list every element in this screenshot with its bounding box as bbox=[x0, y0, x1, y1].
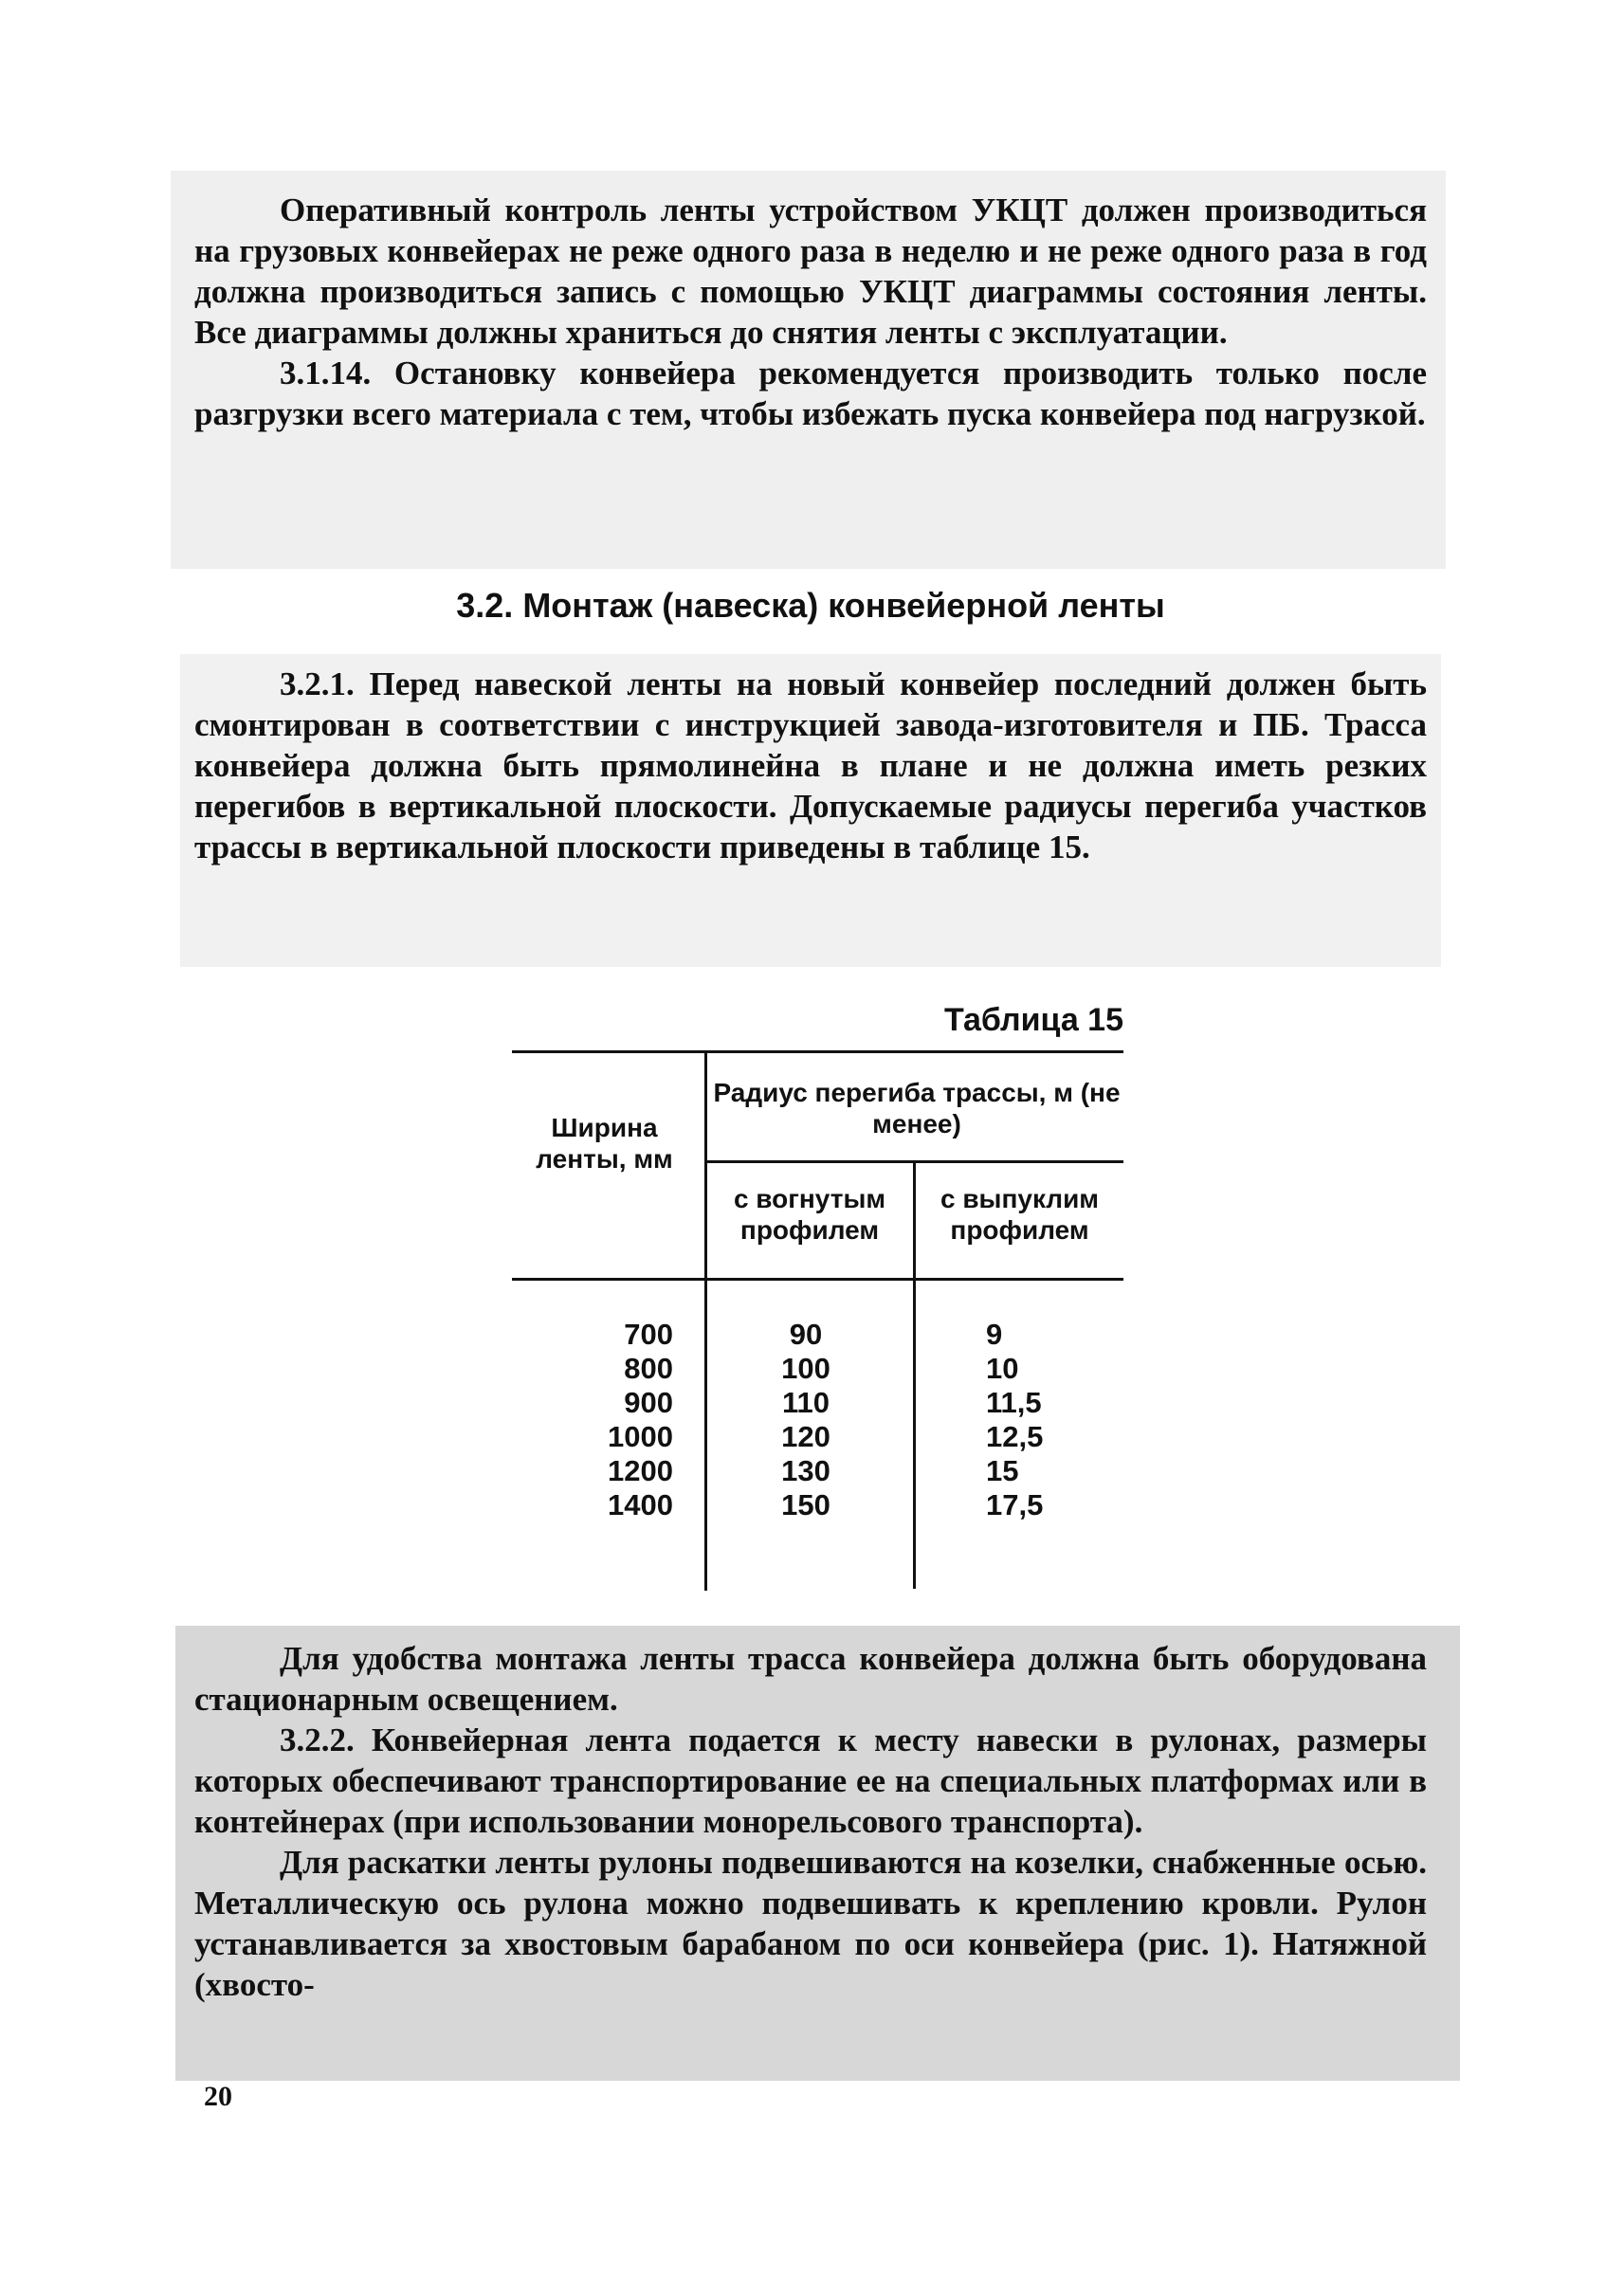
table-cell: 120 bbox=[781, 1420, 830, 1453]
table-cell: 9 bbox=[986, 1318, 1003, 1351]
table-cell: 15 bbox=[986, 1454, 1019, 1487]
table-cell: 1000 bbox=[608, 1420, 673, 1453]
text-block-top bbox=[194, 190, 1427, 434]
table-group-rule bbox=[704, 1160, 1123, 1163]
table-cell: 10 bbox=[986, 1352, 1019, 1385]
table-cell: 900 bbox=[624, 1386, 673, 1419]
table-cell: 1200 bbox=[608, 1454, 673, 1487]
column-concave bbox=[758, 1318, 853, 1522]
column-widths bbox=[559, 1318, 673, 1522]
col-concave-header: с вогнутым профилем bbox=[733, 1184, 886, 1245]
table-cell: 1400 bbox=[608, 1488, 673, 1521]
table-vertical-rule-1 bbox=[704, 1050, 707, 1591]
paragraph: Оперативный контроль ленты устройством УКЦТ должен производиться на грузовых конвейерах не реже одного раза в неделю и не реже одного раза в год должна производиться запись с помощью УКЦТ диаграммы состояния ленты. Все диаграммы должны храниться до снятия ленты с эксплуатации. bbox=[194, 191, 1427, 351]
table-cell: 12,5 bbox=[986, 1420, 1044, 1453]
table-cell: 150 bbox=[781, 1488, 830, 1521]
table-cell: 800 bbox=[624, 1352, 673, 1385]
col-width-header: Ширина ленты, мм bbox=[536, 1113, 673, 1174]
group-radius-header: Радиус перегиба трассы, м (не менее) bbox=[713, 1078, 1121, 1138]
table-top-rule bbox=[512, 1050, 1123, 1053]
paragraph: 3.2.2. Конвейерная лента подается к месту навески в рулонах, размеры которых обеспечивают транспортирование ее на специальных платформах или в контейнерах (при использовании монорельсового транспорта). bbox=[194, 1721, 1427, 1840]
section-heading: 3.2. Монтаж (навеска) конвейерной ленты bbox=[456, 586, 1165, 625]
table-caption: Таблица 15 bbox=[944, 1002, 1123, 1038]
table-cell: 11,5 bbox=[986, 1386, 1042, 1419]
table-cell: 17,5 bbox=[986, 1488, 1044, 1521]
paragraph: Для удобства монтажа ленты трасса конвейера должна быть оборудована стационарным освещением. bbox=[194, 1640, 1427, 1718]
table-vertical-rule-2 bbox=[913, 1162, 916, 1589]
col-convex-header: с выпуклим профилем bbox=[940, 1184, 1100, 1245]
table-cell: 110 bbox=[781, 1386, 830, 1419]
paragraph: 3.2.1. Перед навеской ленты на новый конвейер последний должен быть смонтирован в соответствии с инструкцией завода-изготовителя и ПБ. Трасса конвейера должна быть прямолинейна в плане и не должна иметь резких перегибов в вертикальной плоскости. Допускаемые радиусы перегиба участков трассы в вертикальной плоскости приведены в таблице 15. bbox=[194, 665, 1427, 865]
column-convex bbox=[986, 1318, 1090, 1522]
page-number: 20 bbox=[204, 2081, 232, 2112]
table-cell: 700 bbox=[624, 1318, 673, 1351]
table-header-rule bbox=[512, 1278, 1123, 1281]
text-block-bottom bbox=[194, 1638, 1427, 2005]
table-cell: 90 bbox=[789, 1318, 823, 1351]
text-block-middle bbox=[194, 664, 1427, 867]
table-15 bbox=[502, 1050, 1123, 1591]
paragraph: 3.1.14. Остановку конвейера рекомендуется производить только после разгрузки всего материала с тем, чтобы избежать пуска конвейера под нагрузкой. bbox=[194, 355, 1427, 432]
table-cell: 100 bbox=[781, 1352, 830, 1385]
table-cell: 130 bbox=[781, 1454, 830, 1487]
paragraph: Для раскатки ленты рулоны подвешиваются на козелки, снабженные осью. Металлическую ось рулона можно подвешивать к креплению кровли. Рулон устанавливается за хвостовым барабаном по оси конвейера (рис. 1). Натяжной (хвосто- bbox=[194, 1844, 1427, 2003]
